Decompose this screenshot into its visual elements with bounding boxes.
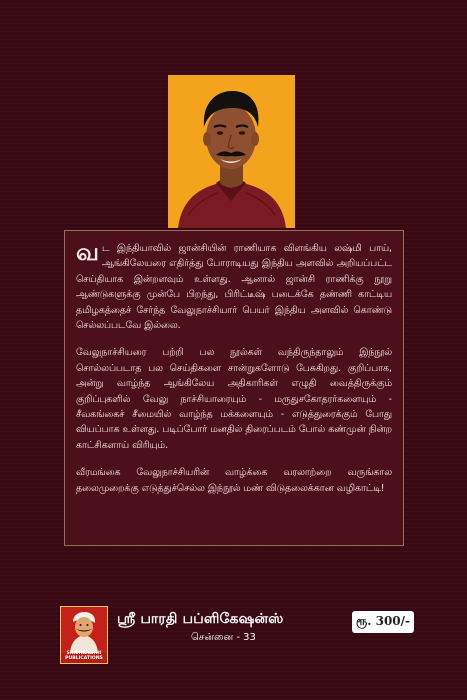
blurb-paragraph-3: வீரமங்கை வேலுநாச்சியரின் வாழ்க்கை வரலாற்றை வருங்கால தலைமுறைக்கு எடுத்துச்செல்ல இந்நூல் மண் விடுதலைக்கான வழிகாட்டி! [76, 467, 392, 494]
publisher-logo-text [61, 651, 107, 661]
publisher-logo [60, 606, 108, 664]
blurb-paragraph-1-text: ட இந்தியாவில் ஜான்சியின் ராணியாக விளங்கிய லஷ்மி பாய், ஆங்கிலேயரை எதிர்த்து போராடியது இந்திய அளவில் அறியப்பட்ட செய்தியாக இன்றளவும் உள்ளது. ஆனால் ஜான்சி ராணிக்கு நூறு ஆண்டுகளுக்கு முன்பே பிறந்து, பிரிட்டீஷ் படைக்கே தண்ணி காட்டிய தமிழகத்தைச் சேர்ந்த வேலுநாச்சியார் பெயர் இந்திய அளவில் கொண்டு செல்லப்படவே இல்லை. [76, 243, 392, 332]
publisher-name: ஸ்ரீ பாரதி பப்ளிகேஷன்ஸ் [117, 611, 284, 627]
author-portrait-image [168, 75, 295, 228]
back-cover-blurb [64, 230, 404, 546]
author-photo [168, 75, 295, 228]
price-tag: ரூ. 300/- [352, 611, 414, 633]
drop-cap: வ [76, 238, 99, 266]
blurb-paragraph-1 [76, 238, 392, 333]
logo-text-line2: PUBLICATIONS [65, 656, 103, 661]
publisher-city: சென்னை - 33 [191, 632, 256, 643]
bharathi-portrait-icon [61, 607, 107, 653]
blurb-paragraph-2: வேலுநாச்சியரை பற்றி பல நூல்கள் வந்திருந்தாலும் இந்நூல் சொல்லப்படாத பல செய்திகளை சான்றுகளோடு பேசுகிறது. குறிப்பாக, அன்று வாழ்ந்த ஆங்கிலேய அதிகாரிகள் எழுதி வைத்திருக்கும் குறிப்புகளில் வேலு நாச்சியாரையும் - மருதுசகோதரர்களையும் - சீவகங்கைச் சீமையில் வாழ்ந்த மக்களையும் - எடுத்துரைக்கும் போது வியப்பாக உள்ளது. படிப்போர் மனதில் திரைப்படம் போல் கண்முன் நின்ற காட்சிகளாய் விரியும். [76, 347, 392, 451]
logo-text-line1: SRIBHARATHI [66, 651, 102, 656]
